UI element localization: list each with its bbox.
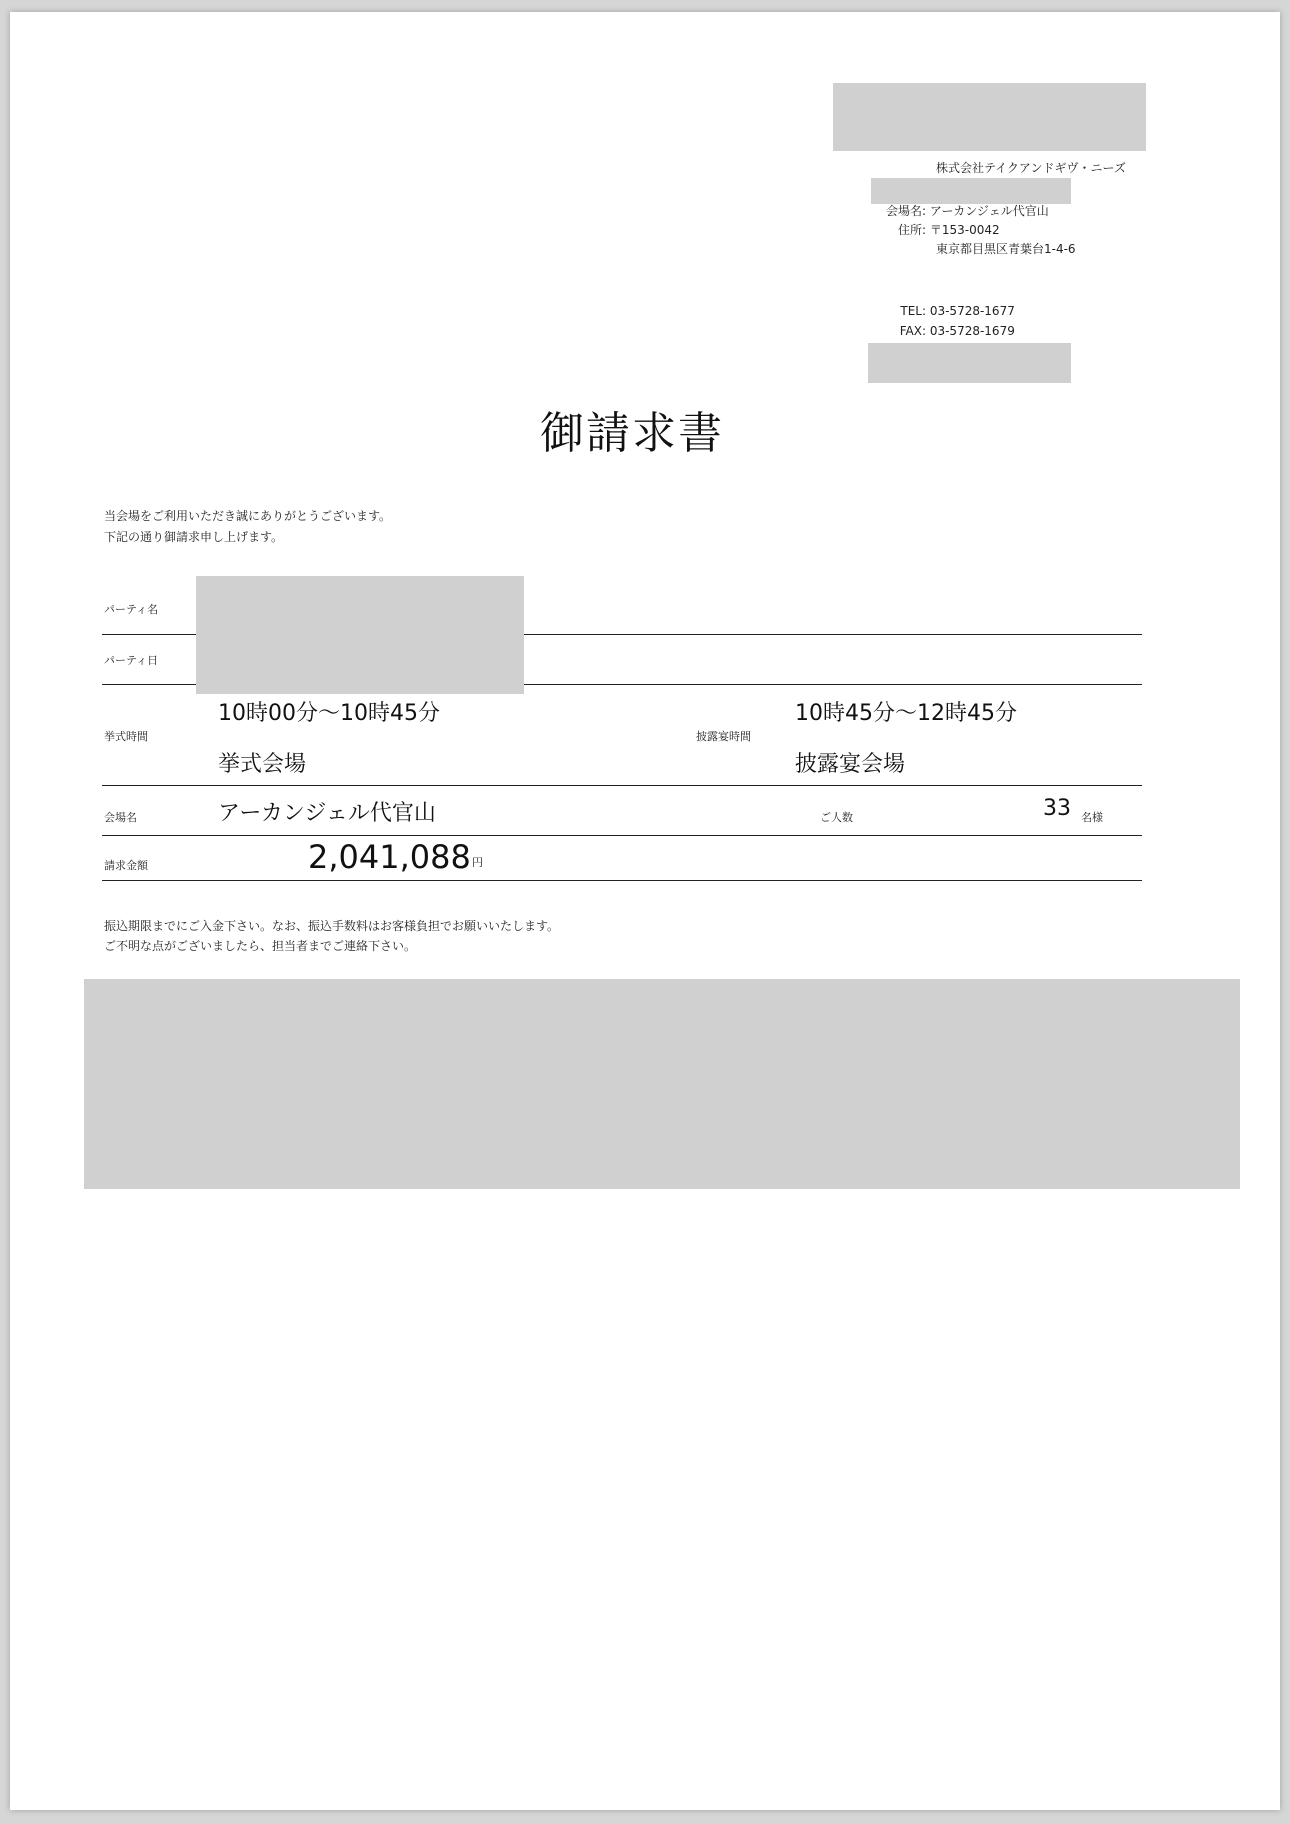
redacted-stamp xyxy=(868,343,1071,383)
guests-value: 33 xyxy=(1043,796,1071,821)
row-divider xyxy=(102,835,1142,836)
redacted-line xyxy=(871,178,1071,204)
row-divider xyxy=(102,785,1142,786)
tel-label: TEL: xyxy=(900,304,926,318)
address-label: 住所: xyxy=(897,223,926,237)
venue-info-value: アーカンジェル代官山 xyxy=(929,204,1049,218)
guests-label: ご人数 xyxy=(820,811,853,824)
ceremony-time-value: 10時00分～10時45分 xyxy=(218,701,440,726)
postal-code: 〒153-0042 xyxy=(929,223,1000,237)
redacted-bank-details xyxy=(84,979,1240,1189)
reception-place-value: 披露宴会場 xyxy=(795,752,906,777)
party-date-label: パーティ日 xyxy=(104,654,159,667)
amount-label: 請求金額 xyxy=(104,859,148,872)
ceremony-time-label: 挙式時間 xyxy=(104,730,148,743)
reception-time-label: 披露宴時間 xyxy=(696,730,751,743)
invoice-page xyxy=(10,12,1280,1810)
guests-unit: 名様 xyxy=(1081,811,1103,824)
amount-unit: 円 xyxy=(472,856,483,869)
intro-line-2: 下記の通り御請求申し上げます。 xyxy=(104,530,284,544)
company-name: 株式会社テイクアンドギヴ・ニーズ xyxy=(936,161,1126,175)
tel-value: 03-5728-1677 xyxy=(929,304,1015,318)
tel-row xyxy=(874,302,1015,321)
row-divider xyxy=(102,880,1142,881)
redacted-party-details xyxy=(196,576,524,694)
note-line-2: ご不明な点がございましたら、担当者までご連絡下さい。 xyxy=(104,939,417,953)
address-postal-row xyxy=(874,221,1000,240)
ceremony-place-value: 挙式会場 xyxy=(218,752,307,777)
party-name-label: パーティ名 xyxy=(104,603,159,616)
document-title: 御請求書 xyxy=(540,408,724,459)
venue-info-row xyxy=(874,202,1049,221)
fax-value: 03-5728-1679 xyxy=(929,324,1015,338)
intro-line-1: 当会場をご利用いただき誠にありがとうございます。 xyxy=(104,509,392,523)
venue-name-label: 会場名 xyxy=(104,811,137,824)
note-line-1: 振込期限までにご入金下さい。なお、振込手数料はお客様負担でお願いいたします。 xyxy=(104,919,560,933)
amount-value: 2,041,088 xyxy=(308,838,471,876)
fax-row xyxy=(874,322,1015,341)
venue-info-label: 会場名: xyxy=(885,204,926,218)
address-line: 東京都目黒区青葉台1-4-6 xyxy=(936,242,1076,256)
venue-name-value: アーカンジェル代官山 xyxy=(218,801,436,826)
reception-time-value: 10時45分～12時45分 xyxy=(795,701,1017,726)
redacted-logo xyxy=(833,83,1146,151)
fax-label: FAX: xyxy=(899,324,926,338)
